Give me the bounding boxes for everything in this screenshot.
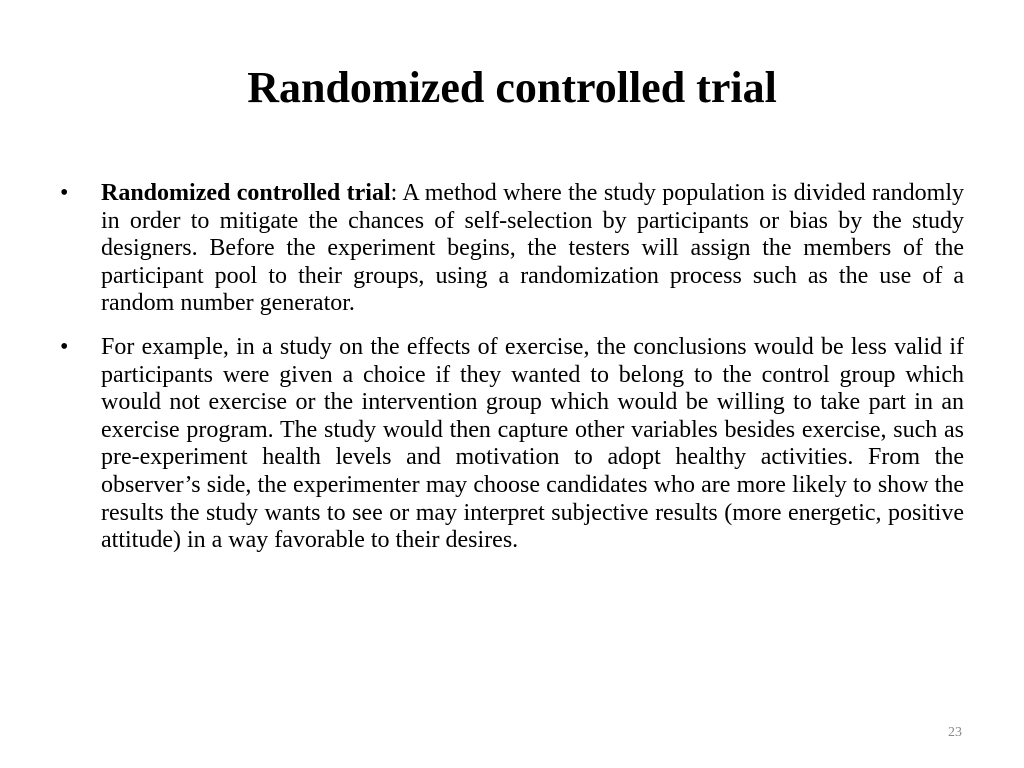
bullet-item-definition xyxy=(60,180,964,318)
bullet-icon: • xyxy=(60,333,69,360)
page-number: 23 xyxy=(948,725,962,740)
bullet-icon: • xyxy=(60,180,69,206)
bullet-separator: : xyxy=(390,180,398,206)
bullet-item-example xyxy=(60,334,964,555)
bullet-text: A method where the study population is divided randomly in order to mitigate the chances of self-selection by participants or bias by the study designers. Before the experiment begins, the testers will assign the members of the participant pool to their groups, using a randomization process such as the use of a random number generator. xyxy=(101,180,965,317)
slide-title: Randomized controlled trial xyxy=(247,63,777,112)
slide-content xyxy=(60,180,964,571)
bullet-term: Randomized controlled trial xyxy=(101,180,391,206)
bullet-text: For example, in a study on the effects of exercise, the conclusions would be less valid if participants were given a choice if they wanted to belong to the control group which would not exercise or the intervention group which would be willing to take part in an exercise program. The study would then capture other variables besides exercise, such as pre-experiment health levels and motivation to adopt healthy activities. From the observer’s side, the experimenter may choose candidates who are more likely to show the results the study wants to see or may interpret subjective results (more energetic, positive attitude) in a way favorable to their desires. xyxy=(101,333,964,554)
